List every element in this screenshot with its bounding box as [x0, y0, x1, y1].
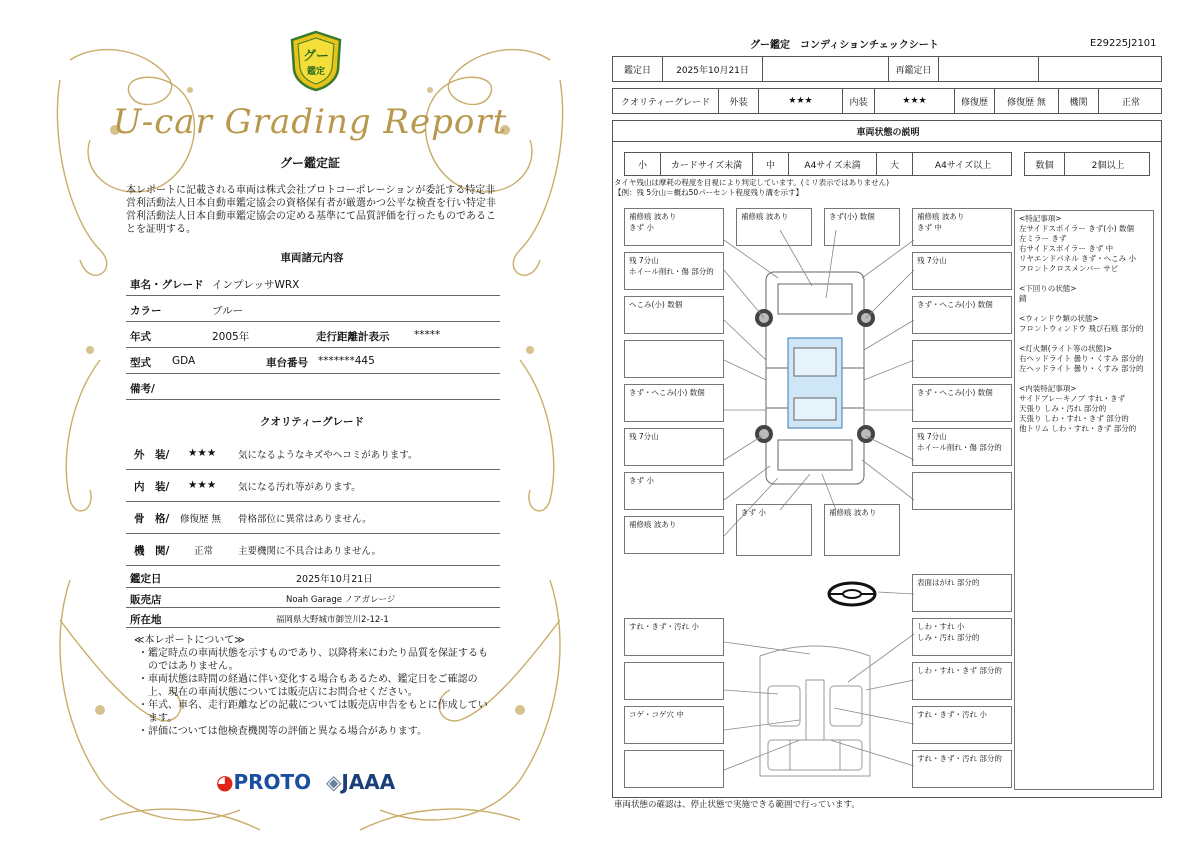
under-title: <下回りの状態>	[1019, 284, 1077, 293]
interior-box: すれ・きず・汚れ 部分的	[912, 750, 1012, 788]
odometer-label: 走行距離計表示	[316, 331, 390, 343]
badge-top-text: グー	[302, 49, 330, 64]
note-item: ・車両状態は時間の経過に伴い変化する場合もあるため、鑑定日をご確認の上、現在の車両状態については販売店にお問合せください。	[138, 674, 478, 698]
interior-label: 内 装/	[134, 481, 170, 493]
color-row	[126, 296, 500, 322]
damage-box: きず(小) 数個	[824, 208, 900, 246]
damage-box	[624, 340, 724, 378]
engine-value: 正常	[1121, 97, 1140, 108]
damage-box: きず・へこみ(小) 数個	[912, 384, 1012, 422]
notes-title: ≪本レポートについて≫	[134, 635, 245, 646]
address-row	[126, 608, 500, 628]
footer-logos	[216, 766, 416, 798]
damage-box: 補修痕 波あり	[624, 516, 724, 554]
interior-box	[624, 662, 724, 700]
jaaa-mark-icon: ◈	[326, 770, 342, 794]
size-small: 小	[625, 153, 661, 175]
note-item: ・評価については他検査機関等の評価と異なる場合があります。	[138, 726, 427, 737]
interior-box	[624, 750, 724, 788]
frame-value: 修復歴 無	[180, 514, 222, 525]
size-large: 大	[877, 153, 913, 175]
frame-label: 骨 格/	[134, 513, 170, 525]
chassis-value: *******445	[318, 355, 375, 367]
tire-note-line: 【例：残 5分山＝概ね50パーセント程度残り溝を示す】	[614, 188, 804, 197]
engine-text: 主要機関に不具合はありません。	[238, 546, 382, 557]
interior-box: すれ・きず・汚れ 小	[624, 618, 724, 656]
tire-note-line: タイヤ残山は摩耗の程度を目視により判定しています。(ミリ表示ではありません)	[614, 178, 890, 187]
interior-box: すれ・きず・汚れ 小	[912, 706, 1012, 744]
interior-box: コゲ・コゲ穴 中	[624, 706, 724, 744]
damage-box	[912, 472, 1012, 510]
repair-label: 修復歴	[955, 89, 995, 113]
vehicle-label: 車名・グレード	[130, 279, 204, 291]
jaaa-logo: ◈JAAA	[326, 770, 396, 794]
exterior-row	[126, 440, 500, 470]
sheet-date-label: 鑑定日	[613, 57, 663, 81]
sheet-title: グー鑑定 コンディションチェックシート	[750, 40, 939, 51]
certificate-title: グー鑑定証	[279, 156, 340, 170]
damage-box: 補修痕 波あり きず 小	[624, 208, 724, 246]
exterior-label: 外 装/	[134, 449, 170, 461]
note-item: ・鑑定時点の車両状態を示すものであり、以降将来にわたり品質を保証するものではありません。	[138, 648, 488, 672]
script-title: U-car Grading Report	[112, 102, 508, 142]
damage-box: 残 7分山 ホイール削れ・傷 部分的	[624, 252, 724, 290]
proto-logo: ◕PROTO	[216, 770, 312, 794]
report-notes	[134, 634, 494, 738]
color-value: ブルー	[212, 305, 244, 317]
proto-mark-icon: ◕	[216, 770, 234, 794]
model-value: GDA	[172, 355, 196, 367]
date-row	[126, 566, 500, 588]
count-label: 数個	[1025, 153, 1065, 175]
size-mid-desc: A4サイズ未満	[789, 153, 877, 175]
goo-kantei-badge	[288, 30, 344, 92]
interior-notes-title: <内装特記事項>	[1019, 384, 1077, 393]
shop-value: Noah Garage ノアガレージ	[286, 595, 396, 605]
description-title: 車両状態の説明	[856, 127, 920, 138]
damage-box: 残 7分山 ホイール削れ・傷 部分的	[912, 428, 1012, 466]
engine-row	[126, 536, 500, 566]
certificate-intro: 本レポートに記載される車両は株式会社プロトコーポレーションが委託する特定非営利活動法人日本自動車鑑定協会の資格保有者が厳選かつ公平な検査を行い特定非営利活動法人日本自動車鑑定協会の定める基準にて品質評価を行ったものであることを証明する。	[126, 185, 496, 235]
date-label: 鑑定日	[130, 573, 162, 585]
grading-certificate	[40, 20, 580, 840]
exterior-label: 外装	[719, 89, 759, 113]
address-value: 福岡県大野城市御笠川2-12-1	[276, 615, 389, 625]
car-interior-diagram	[750, 636, 880, 786]
damage-box: へこみ(小) 数個	[624, 296, 724, 334]
damage-box	[912, 340, 1012, 378]
vehicle-value: インプレッサWRX	[212, 279, 300, 291]
damage-box: 補修痕 波あり きず 中	[912, 208, 1012, 246]
badge-bottom-text: 鑑定	[306, 67, 326, 77]
size-large-desc: A4サイズ以上	[934, 160, 992, 171]
damage-box: きず 小	[736, 504, 812, 556]
sheet-date-value: 2025年10月21日	[663, 57, 763, 81]
frame-text: 骨格部位に異常はありません。	[238, 514, 372, 525]
engine-label: 機 関/	[134, 545, 170, 557]
date-value: 2025年10月21日	[296, 574, 373, 585]
remarks-label: 備考/	[130, 383, 155, 395]
vehicle-row	[126, 270, 500, 296]
damage-box: 残 7分山	[624, 428, 724, 466]
shop-label: 販売店	[130, 594, 162, 606]
damage-box: きず・へこみ(小) 数個	[624, 384, 724, 422]
odometer-value: *****	[414, 329, 441, 341]
model-row	[126, 348, 500, 374]
spec-section-title: 車両諸元内容	[280, 252, 344, 264]
reinspect-label: 再鑑定日	[889, 57, 939, 81]
shop-row	[126, 588, 500, 608]
engine-value: 正常	[194, 546, 214, 557]
color-label: カラー	[130, 305, 162, 317]
grade-label: クオリティーグレード	[613, 89, 719, 113]
sheet-code: E29225J2101	[1090, 38, 1157, 49]
damage-box: 補修痕 波あり	[824, 504, 900, 556]
special-items: 左サイドスポイラー きず(小) 数個 左ミラー きず 右サイドスポイラー きず 中 リヤエンドパネル きず・へこみ 小 フロントクロスメンバー サビ	[1019, 224, 1136, 273]
year-value: 2005年	[212, 331, 250, 343]
interior-box: しわ・すれ 小 しみ・汚れ 部分的	[912, 618, 1012, 656]
window-title: <ウィンドウ類の状態>	[1019, 314, 1099, 323]
year-label: 年式	[130, 331, 151, 343]
damage-box: きず 小	[624, 472, 724, 510]
interior-row	[126, 472, 500, 502]
exterior-stars: ★★★	[759, 89, 843, 113]
interior-box: しわ・すれ・きず 部分的	[912, 662, 1012, 700]
condition-check-sheet	[600, 30, 1172, 820]
damage-box: きず・へこみ(小) 数個	[912, 296, 1012, 334]
address-label: 所在地	[130, 614, 162, 626]
window-items: フロントウィンドウ 飛び石痕 部分的	[1019, 324, 1144, 333]
under-items: 錆	[1019, 294, 1027, 303]
light-items: 右ヘッドライト 曇り・くすみ 部分的 左ヘッドライト 曇り・くすみ 部分的	[1019, 354, 1144, 373]
note-item: ・年式、車名、走行距離などの記載については販売店申告をもとに作成しています。	[138, 700, 488, 724]
interior-text: 気になる汚れ等があります。	[238, 482, 361, 493]
interior-stars: ★★★	[188, 479, 217, 491]
repair-value: 修復歴 無	[995, 89, 1059, 113]
shield-icon	[288, 30, 344, 92]
special-title: <特記事項>	[1019, 214, 1062, 223]
remarks-row	[126, 374, 500, 400]
size-mid: 中	[753, 153, 789, 175]
model-label: 型式	[130, 357, 151, 369]
count-desc: 2個以上	[1091, 160, 1125, 171]
size-small-desc: カードサイズ未満	[661, 153, 753, 175]
engine-label: 機関	[1059, 89, 1099, 113]
interior-label: 内装	[843, 89, 875, 113]
chassis-label: 車台番号	[266, 357, 308, 369]
interior-box: 表面はがれ 部分的	[912, 574, 1012, 612]
interior-notes-items: サイドブレーキノブ すれ・きず 天張り しみ・汚れ 部分的 天張り しわ・すれ・きず 部分的 他トリム しわ・すれ・きず 部分的	[1019, 394, 1137, 433]
special-notes-panel	[1014, 210, 1154, 790]
year-row	[126, 322, 500, 348]
damage-box: 残 7分山	[912, 252, 1012, 290]
steering-wheel-icon	[826, 580, 878, 608]
exterior-stars: ★★★	[188, 447, 217, 459]
bottom-note: 車両状態の確認は、停止状態で実施できる範囲で行っています。	[614, 800, 860, 810]
interior-stars: ★★★	[875, 89, 955, 113]
damage-box: 補修痕 波あり	[736, 208, 812, 246]
exterior-text: 気になるようなキズやヘコミがあります。	[238, 450, 418, 461]
grade-section-title: クオリティーグレード	[260, 416, 364, 428]
light-title: <灯火類(ライト等の状態)>	[1019, 344, 1113, 353]
frame-row	[126, 504, 500, 534]
